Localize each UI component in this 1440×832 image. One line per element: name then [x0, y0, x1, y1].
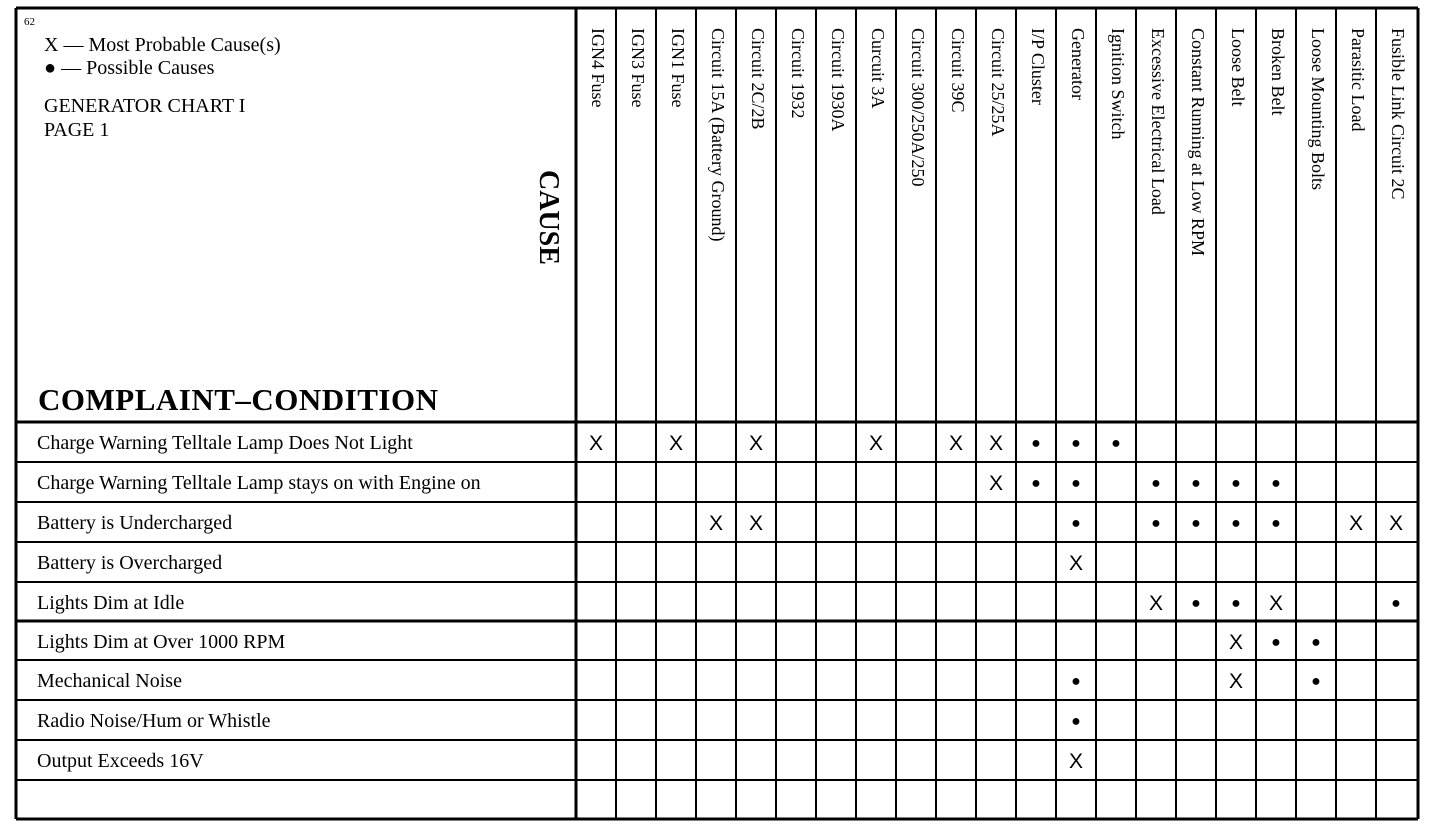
possible-cause-mark: ● [1191, 515, 1201, 532]
cause-column-header: Fusible Link Circuit 2C [1388, 28, 1408, 200]
possible-cause-mark: ● [1071, 713, 1081, 730]
most-probable-cause-mark: X [1228, 631, 1243, 654]
possible-cause-mark: ● [1231, 475, 1241, 492]
most-probable-cause-mark: X [668, 432, 683, 455]
cause-column-header: Circuit 300/250A/250 [908, 28, 928, 187]
possible-cause-mark: ● [1031, 475, 1041, 492]
most-probable-cause-mark: X [1388, 512, 1403, 535]
most-probable-cause-mark: X [708, 512, 723, 535]
cause-column-header: IGN1 Fuse [668, 28, 688, 108]
complaint-row-label: Charge Warning Telltale Lamp stays on with Engine on [37, 472, 481, 494]
possible-cause-mark: ● [1191, 475, 1201, 492]
possible-cause-mark: ● [1111, 435, 1121, 452]
most-probable-cause-mark: X [1348, 512, 1363, 535]
possible-cause-mark: ● [1071, 515, 1081, 532]
cause-column-header: Curcuit 3A [868, 28, 888, 109]
complaint-row-label: Battery is Overcharged [37, 552, 223, 574]
most-probable-cause-mark: X [1068, 552, 1083, 575]
possible-cause-mark: ● [1031, 435, 1041, 452]
cause-column-header: IGN4 Fuse [588, 28, 608, 108]
cause-column-header: Circuit 1930A [828, 28, 848, 132]
possible-cause-mark: ● [1151, 475, 1161, 492]
chart-title: GENERATOR CHART I [44, 95, 246, 117]
cause-column-header: IGN3 Fuse [628, 28, 648, 108]
possible-cause-mark: ● [1271, 634, 1281, 651]
cause-column-header: Circuit 39C [948, 28, 968, 113]
most-probable-cause-mark: X [1228, 670, 1243, 693]
complaint-row-label: Lights Dim at Idle [37, 592, 185, 614]
most-probable-cause-mark: X [1268, 592, 1283, 615]
legend-possible: ● — Possible Causes [44, 57, 215, 79]
most-probable-cause-mark: X [988, 432, 1003, 455]
cause-column-header: Circuit 25/25A [988, 28, 1008, 137]
most-probable-cause-mark: X [988, 472, 1003, 495]
possible-cause-mark: ● [1391, 595, 1401, 612]
cause-column-header: Constant Running at Low RPM [1188, 28, 1208, 257]
cause-column-header: Circuit 1932 [788, 28, 808, 119]
complaint-condition-heading: COMPLAINT–CONDITION [38, 382, 439, 417]
cause-column-header: Circuit 15A (Battery Ground) [708, 28, 728, 242]
possible-cause-mark: ● [1271, 515, 1281, 532]
chart-page-label: PAGE 1 [44, 119, 110, 141]
possible-cause-mark: ● [1231, 595, 1241, 612]
possible-cause-mark: ● [1231, 515, 1241, 532]
cause-column-header: Excessive Electrical Load [1148, 28, 1168, 215]
cause-column-header: Ignition Switch [1108, 28, 1128, 140]
complaint-row-label: Output Exceeds 16V [37, 750, 204, 772]
most-probable-cause-mark: X [588, 432, 603, 455]
cause-column-header: Parasitic Load [1348, 28, 1368, 132]
complaint-row-label: Battery is Undercharged [37, 512, 233, 534]
complaint-row-label: Radio Noise/Hum or Whistle [37, 710, 271, 732]
most-probable-cause-mark: X [948, 432, 963, 455]
cause-column-header: Circuit 2C/2B [748, 28, 768, 130]
possible-cause-mark: ● [1311, 634, 1321, 651]
legend-most-probable: X — Most Probable Cause(s) [44, 34, 281, 56]
page-number: 62 [24, 16, 35, 28]
most-probable-cause-mark: X [748, 512, 763, 535]
possible-cause-mark: ● [1311, 673, 1321, 690]
cause-column-header: Generator [1068, 28, 1088, 100]
cause-column-header: Loose Mounting Bolts [1308, 28, 1328, 191]
possible-cause-mark: ● [1271, 475, 1281, 492]
complaint-row-label: Lights Dim at Over 1000 RPM [37, 631, 286, 653]
possible-cause-mark: ● [1191, 595, 1201, 612]
cause-column-header: Loose Belt [1228, 28, 1248, 107]
cause-column-header: Broken Belt [1268, 28, 1288, 116]
possible-cause-mark: ● [1071, 673, 1081, 690]
cause-heading: CAUSE [533, 170, 564, 265]
possible-cause-mark: ● [1071, 435, 1081, 452]
complaint-row-label: Charge Warning Telltale Lamp Does Not Light [37, 432, 413, 454]
complaint-row-label: Mechanical Noise [37, 670, 182, 692]
most-probable-cause-mark: X [868, 432, 883, 455]
most-probable-cause-mark: X [1068, 750, 1083, 773]
most-probable-cause-mark: X [748, 432, 763, 455]
most-probable-cause-mark: X [1148, 592, 1163, 615]
cause-column-header: I/P Cluster [1028, 28, 1048, 105]
possible-cause-mark: ● [1151, 515, 1161, 532]
possible-cause-mark: ● [1071, 475, 1081, 492]
